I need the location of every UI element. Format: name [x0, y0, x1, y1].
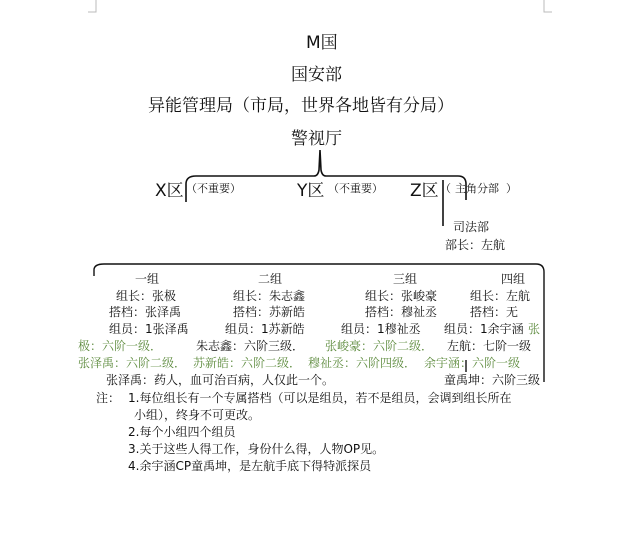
group-4-leader: 组长：左航	[470, 289, 531, 303]
rank-yuyuhan: 余宇涵：六阶一级	[424, 356, 521, 370]
rank-zhuzhixin: 朱志鑫：六阶三级．	[196, 339, 305, 353]
rank-suxinhao: 苏新皓：六阶二级．	[193, 356, 302, 370]
note-1-cont: 小组），终身不可更改。	[134, 408, 261, 422]
district-z-name: Z区	[410, 181, 439, 201]
judiciary-name: 司法部	[453, 220, 490, 234]
country-title: M国	[306, 33, 338, 53]
group-1-leader: 组长：张极	[116, 289, 177, 303]
ministry-title: 国安部	[291, 65, 342, 85]
notes-label: 注：	[96, 391, 121, 405]
agency-title: 警视厅	[291, 129, 342, 149]
rank-zuohang: 左航：七阶一级	[447, 339, 532, 353]
group-3-member: 组员：1穆祉丞	[341, 322, 421, 336]
rank-line1-tail: 张	[528, 322, 541, 336]
group-1-title: 一组	[135, 272, 160, 286]
district-y-note: （不重要）	[328, 182, 383, 195]
note-2: 2.每个小组四个组员	[128, 425, 236, 439]
group-2-title: 二组	[258, 272, 283, 286]
group-2-leader: 组长：朱志鑫	[233, 289, 306, 303]
district-x-note: （不重要）	[186, 182, 241, 195]
note-1: 1.每位组长有一个专属搭档（可以是组员，若不是组员，会调到组长所在	[128, 391, 512, 405]
group-2-partner: 搭档：苏新皓	[233, 305, 306, 319]
group-4-member: 组员：1余宇涵	[444, 322, 524, 336]
group-1-member: 组员：1张泽禹	[109, 322, 189, 336]
rank-tongyukun: 童禹坤：六阶三级	[444, 373, 541, 387]
group-4-partner: 搭档：无	[470, 305, 519, 319]
bureau-title: 异能管理局（市局，世界各地皆有分局）	[148, 96, 454, 116]
note-4: 4.余宇涵CP童禹坤，是左航手底下得特派探员	[128, 459, 372, 473]
rank-zhangji: 极：六阶一级．	[78, 339, 163, 353]
district-y-name: Y区	[297, 181, 325, 201]
rank-zhangzeyu: 张泽禹：六阶二级．	[78, 356, 187, 370]
district-z-note-close: ）	[506, 182, 517, 195]
group-4-title: 四组	[501, 272, 526, 286]
group-3-partner: 搭档：穆祉丞	[365, 305, 438, 319]
district-z-note-open: （	[440, 182, 451, 195]
district-z-note: 主角分部	[455, 182, 499, 195]
judiciary-minister: 部长：左航	[445, 238, 506, 252]
district-x-name: X区	[155, 181, 184, 201]
group-1-partner: 搭档：张泽禹	[109, 305, 182, 319]
group-3-title: 三组	[393, 272, 418, 286]
note-3: 3.关于这些人得工作，身份什么得，人物OP见。	[128, 442, 385, 456]
group-2-member: 组员：1苏新皓	[225, 322, 305, 336]
group-3-leader: 组长：张峻豪	[365, 289, 438, 303]
rank-zhangjunhao: 张峻豪：六阶二级．	[325, 339, 434, 353]
note-zhangzeyu: 张泽禹：药人，血可治百病，人仅此一个。	[106, 373, 335, 387]
rank-muzhicheng: 穆祉丞：六阶四级．	[308, 356, 417, 370]
